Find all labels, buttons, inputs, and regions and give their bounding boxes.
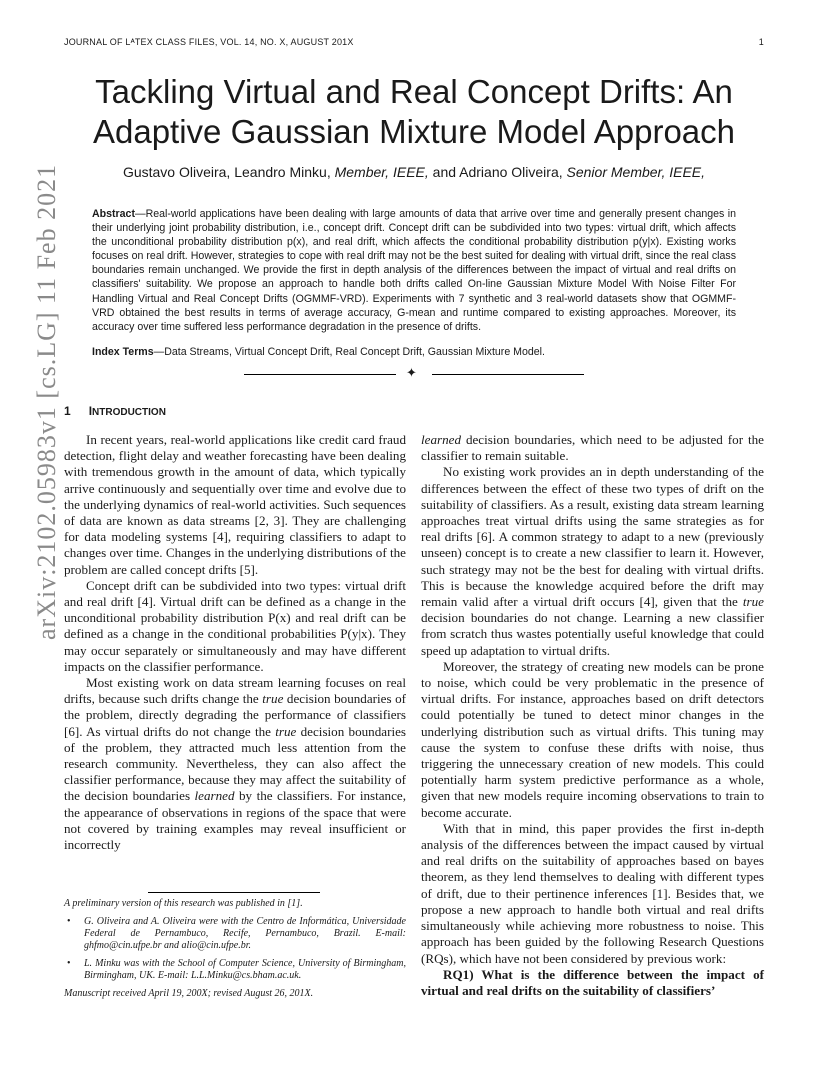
body-column-right (421, 432, 764, 999)
footnote-affiliation: • G. Oliveira and A. Oliveira were with the Centro de Informática, Universidade Federal de Pernambuco, Recife, Pernambuco, Brazil. E-mail: ghfmo@cin.ufpe.br and alio@cin.ufpe.br. (64, 916, 406, 952)
abstract-label: Abstract (92, 208, 135, 220)
footnote-rule (148, 892, 320, 893)
section-title-rest: NTRODUCTION (92, 407, 166, 418)
research-question: RQ1) What is the difference between the impact of virtual and real drifts on the suitability of classifiers’ (421, 966, 764, 998)
author-role-1: Member, IEEE, (334, 164, 429, 180)
arxiv-stamp (2, 163, 62, 700)
author-list (60, 164, 768, 180)
index-terms-label: Index Terms (92, 346, 154, 358)
running-head (64, 37, 764, 47)
section-number: 1 (64, 404, 71, 418)
paragraph: No existing work provides an in depth understanding of the differences between the effect of these two types of drift on the suitability of classifiers. As a result, existing data stream learning approaches treat virtual drifts using the same strategies as for real drifts [6]. A common strategy to adapt to a new (previously unseen) concept is to create a new classifier to learn it. However, such strategy may not be the best for dealing with virtual drifts. This is because the knowledge acquired before the drift may remain valid after a virtual drift occurs [4], given that the true decision boundaries do not change. Learning a new classifier from scratch thus wastes potentially useful knowledge that could speed up adaptation to virtual drifts. (421, 464, 764, 658)
body-column-left (64, 432, 406, 853)
abstract (92, 207, 736, 334)
paper-title (60, 72, 768, 152)
divider-star-icon: ✦ (406, 365, 417, 380)
paragraph: learned decision boundaries, which need to be adjusted for the classifier to remain suitable. (421, 432, 764, 464)
title-line-1: Tackling Virtual and Real Concept Drifts: An (95, 73, 733, 110)
divider-line-right (432, 374, 584, 375)
index-terms-text: —Data Streams, Virtual Concept Drift, Real Concept Drift, Gaussian Mixture Model. (153, 346, 545, 358)
author-role-2: Senior Member, IEEE, (566, 164, 706, 180)
index-terms (92, 346, 736, 358)
page-number: 1 (758, 37, 764, 47)
footnote-affiliation: • L. Minku was with the School of Computer Science, University of Birmingham, Birmingham, UK. E-mail: L.L.Minku@cs.bham.ac.uk. (64, 958, 406, 982)
footnotes (64, 898, 406, 1006)
author-names-2: and Adriano Oliveira, (428, 164, 567, 180)
author-names-1: Gustavo Oliveira, Leandro Minku, (122, 164, 335, 180)
paragraph: In recent years, real-world applications like credit card fraud detection, flight delay and weather forecasting have been dealing with tremendous growth in the amount of data, which typically arrive continuously and sequentially over time and evolve due to the underlying dynamics of real-world activities. Such sequences of data are known as data streams [2, 3]. They are challenging for data modeling systems [4], requiring classifiers to adapt to changes over time. Changes in the underlying distributions of the problem are called concept drifts [5]. (64, 432, 406, 577)
paragraph: Concept drift can be subdivided into two types: virtual drift and real drift [4]. Virtual drift can be defined as a change in the unconditional probability distribution P(x) and real drift can be defined as a change in the conditional probabilities P(y|x). They may occur separately or simultaneously and may have different impacts on the classifier performance. (64, 577, 406, 674)
section-title-initial: I (88, 404, 93, 418)
abstract-text: —Real-world applications have been dealing with large amounts of data that arrive over time and generally present changes in their underlying joint probability distribution, i.e., concept drift. Concept drift can be subdivided into two types: virtual drift, which affects the unconditional probability distribution p(x), and real drift, which affects the conditional probability distribution p(y|x). Existing works focuses on real drift. However, strategies to cope with real drift may not be the best suited for dealing with virtual drift, since the real class boundaries remain unchanged. We provide the first in depth analysis of the differences between the impact of virtual and real drifts on classifiers' suitability. We propose an approach to handle both drifts called On-line Gaussian Mixture Model With Noise Filter For Handling Virtual and Real Concept Drifts (OGMMF-VRD). Experiments with 7 synthetic and 3 real-world datasets show that OGMMF-VRD obtained the best results in terms of average accuracy, G-mean and runtime compared to existing approaches. Moreover, its accuracy over time suffered less performance degradation in the presence of drifts. (92, 208, 736, 333)
section-heading (64, 404, 166, 418)
paragraph: With that in mind, this paper provides the first in-depth analysis of the differences between the impact caused by virtual and real drifts on the suitability of approaches based on bayes theorem, as they lend themselves to dealing with different types of drift, due to their pertinence inferences [1]. Besides that, we propose a new approach to handle both virtual and real drifts simultaneously while achieving more robustness to noise. This approach has been guided by the following Research Questions (RQs), which have not been considered by previous work: (421, 820, 764, 966)
arxiv-identifier: arXiv:2102.05983v1 [cs.LG] 11 Feb 2021 (32, 163, 61, 640)
footnote-manuscript: Manuscript received April 19, 200X; revised August 26, 201X. (64, 988, 314, 999)
title-line-2: Adaptive Gaussian Mixture Model Approach (92, 113, 736, 150)
journal-header: JOURNAL OF LᴬTEX CLASS FILES, VOL. 14, NO. X, AUGUST 201X (64, 37, 354, 47)
section-divider (244, 366, 584, 382)
paragraph: Most existing work on data stream learning focuses on real drifts, because such drifts change the true decision boundaries of the problem, directly degrading the performance of classifiers [6]. As virtual drifts do not change the true decision boundaries of the problem, they attracted much less attention from the research community. Nevertheless, they can also affect the classifier performance, because they may affect the suitability of the decision boundaries learned by the classifiers. For instance, the appearance of observations in regions of the space that were not covered by training examples may reveal insufficient or incorrectly (64, 675, 407, 853)
footnote-preliminary: A preliminary version of this research was published in [1]. (64, 898, 303, 909)
paragraph: Moreover, the strategy of creating new models can be prone to noise, which could be very problematic in the presence of virtual drifts. For instance, approaches based on drift detectors could potentially be tuned to detect minor changes in the underlying distribution such as virtual drifts. This tuning may cause the system to confuse these drifts with noise, thus triggering the unnecessary creation of new models. This could potentially harm system predictive performance as a whole, given that new models require incoming observations to train to become accurate. (421, 658, 764, 820)
divider-line-left (244, 374, 396, 375)
